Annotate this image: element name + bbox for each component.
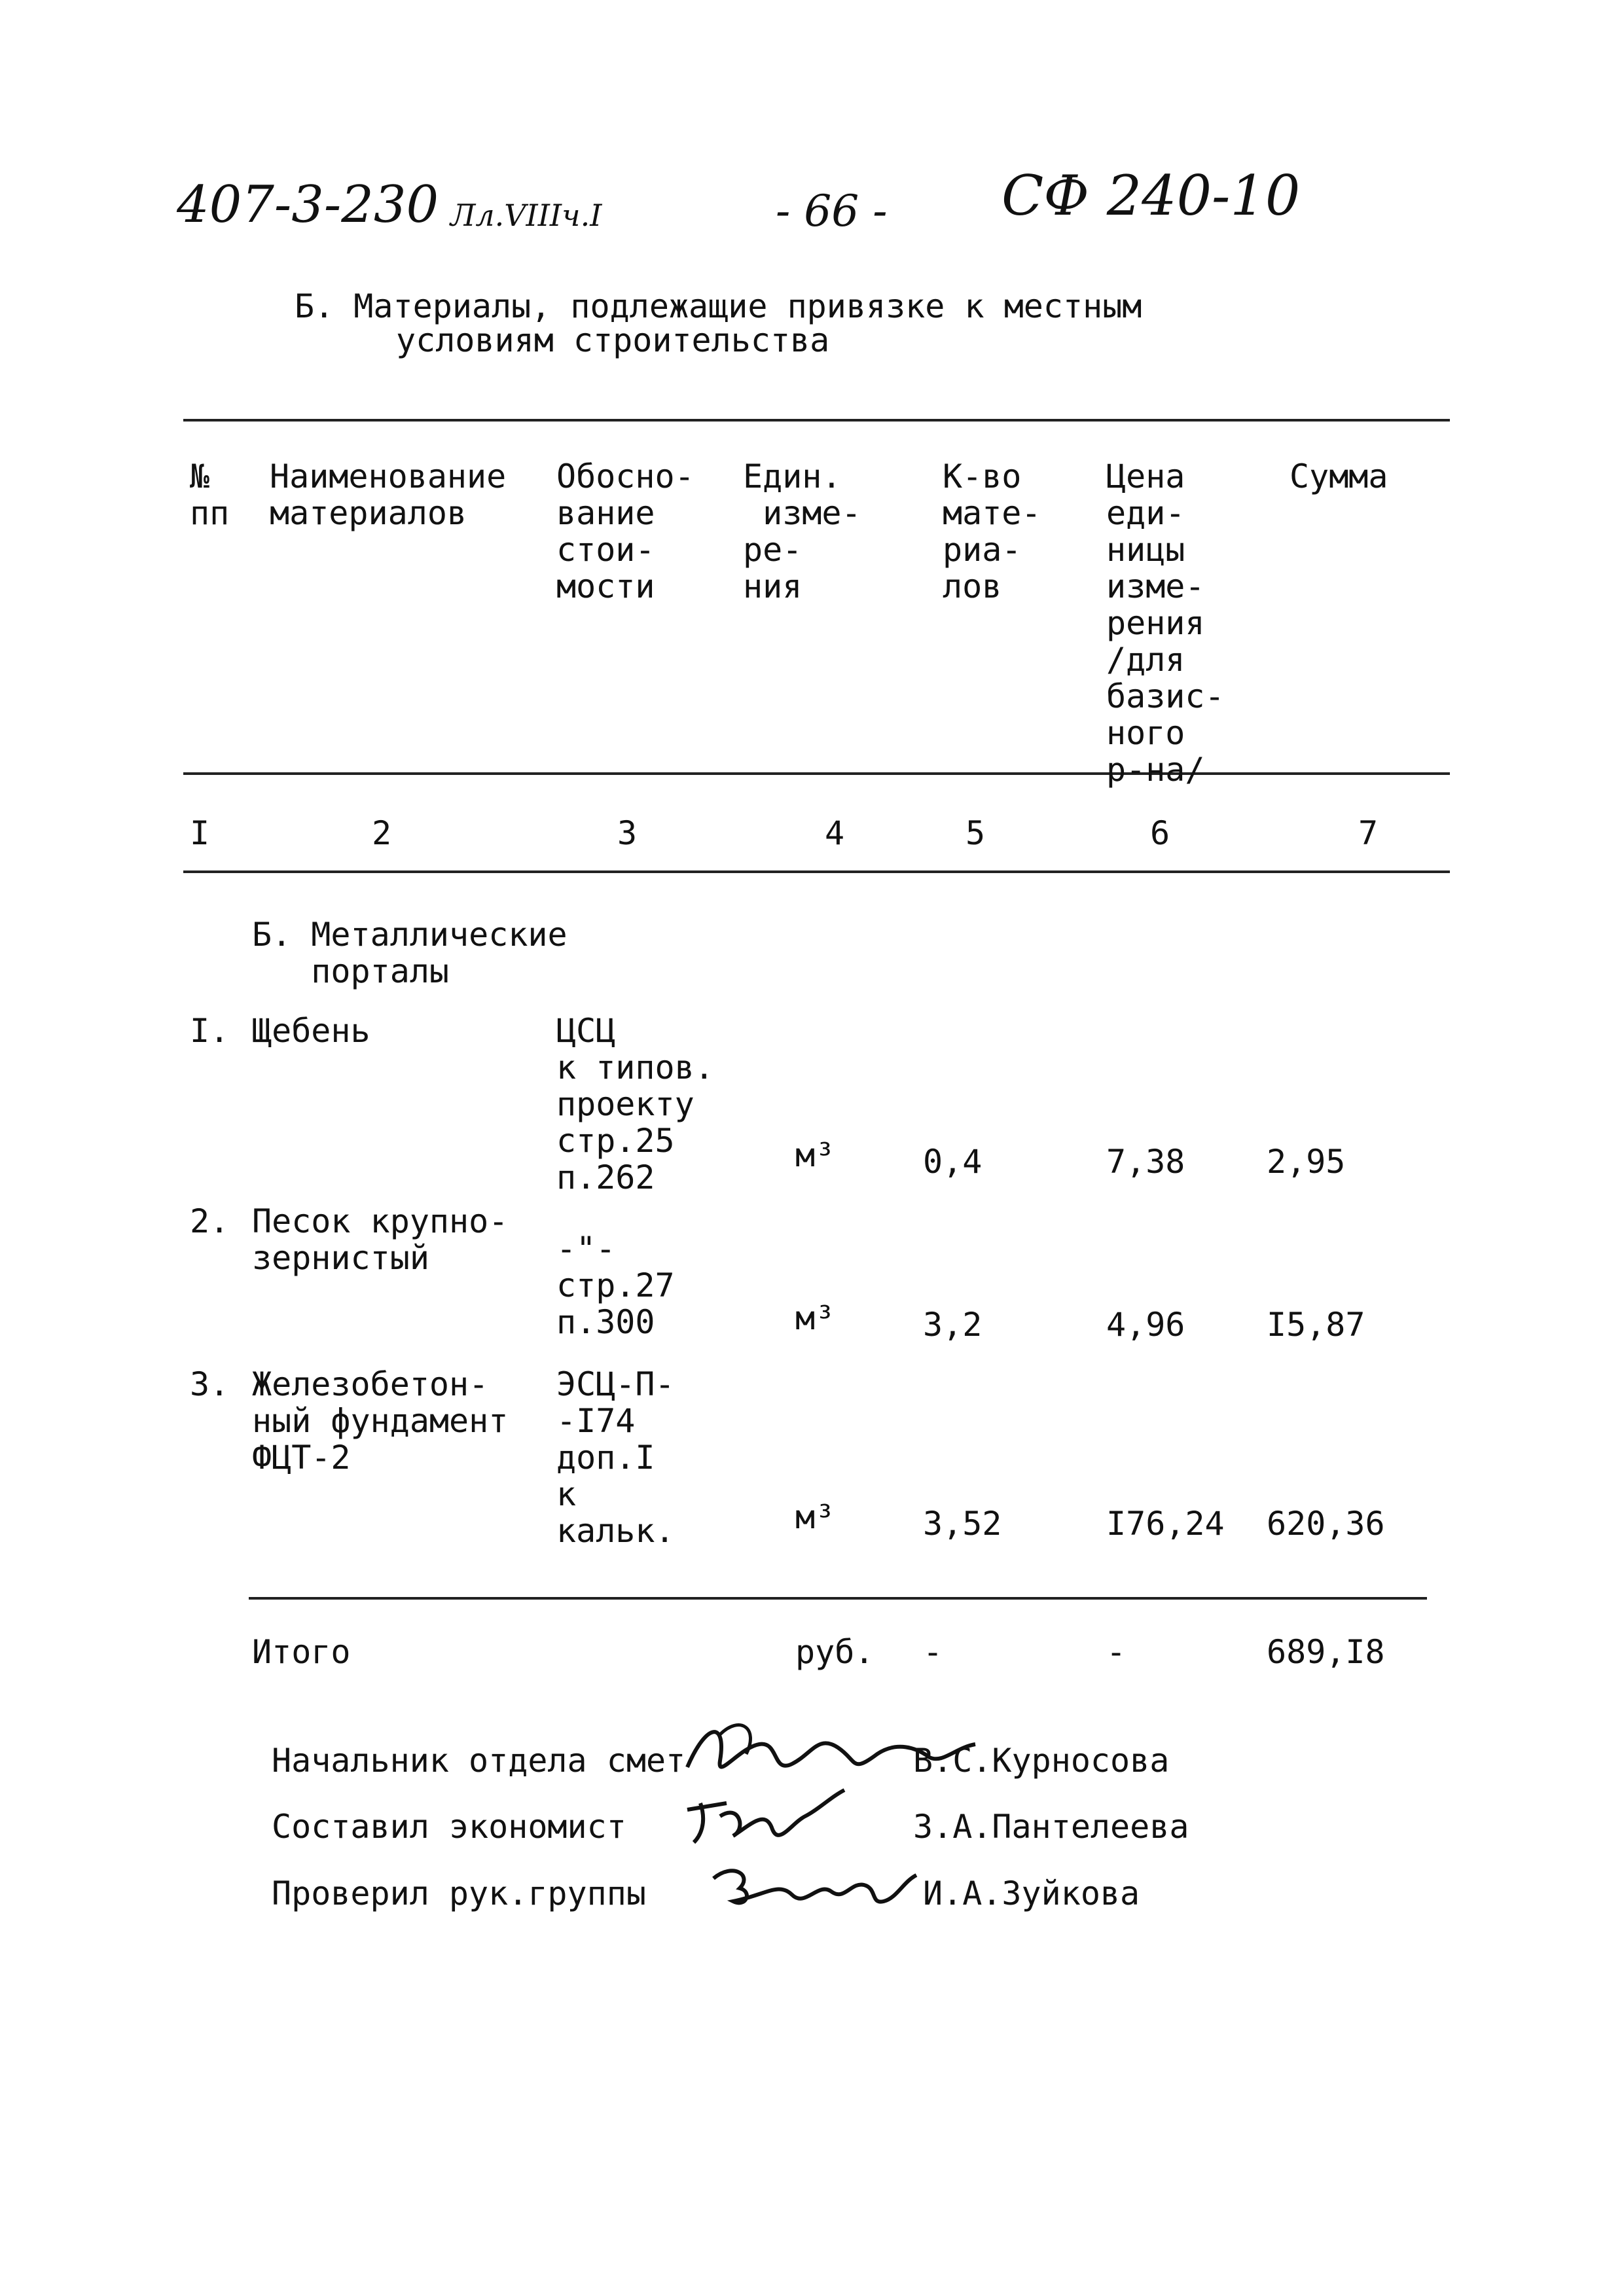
cost-basis: ЭСЦ-П- -I74 доп.I к кальк.	[556, 1365, 675, 1550]
quantity: 0,4	[923, 1143, 983, 1181]
material-name: Песок крупно- зернистый	[252, 1202, 509, 1277]
signature-name: В.С.Курносова	[913, 1742, 1170, 1780]
signature-role: Составил экономист	[272, 1808, 626, 1846]
total-sum: 689,I8	[1267, 1633, 1385, 1671]
header-unit: Един. изме- ре- ния	[743, 457, 861, 605]
page-number: - 66 -	[776, 186, 888, 236]
sum: 620,36	[1267, 1505, 1385, 1543]
header-number: № пп	[190, 457, 230, 532]
signature-name: И.А.Зуйкова	[923, 1874, 1140, 1912]
row-number: 2.	[190, 1202, 230, 1240]
column-number-2: 2	[372, 814, 392, 852]
column-numbers-rule	[183, 870, 1450, 873]
quantity: 3,52	[923, 1505, 1002, 1543]
unit: м³	[795, 1498, 835, 1536]
row-number: 3.	[190, 1365, 230, 1403]
unit: м³	[795, 1299, 835, 1337]
column-number-1: I	[190, 814, 210, 852]
row-number: I.	[190, 1012, 230, 1050]
cost-basis: ЦСЦ к типов. проекту стр.25 п.262	[556, 1012, 714, 1196]
total-quantity: -	[923, 1633, 943, 1671]
column-number-3: 3	[617, 814, 638, 852]
header-material-name: Наименование материалов	[270, 457, 507, 532]
unit: м³	[795, 1136, 835, 1174]
column-number-7: 7	[1358, 814, 1379, 852]
total-price: -	[1106, 1633, 1127, 1671]
unit-price: 7,38	[1106, 1143, 1185, 1181]
section-title-line1: Б. Материалы, подлежащие привязке к местным	[295, 287, 1142, 325]
cost-basis: -"- стр.27 п.300	[556, 1230, 675, 1341]
group-title: Б. Металлические порталы	[252, 916, 568, 990]
unit-price: I76,24	[1106, 1505, 1225, 1543]
header-unit-price: Цена еди- ницы изме- рения /для базис- ного р-на/	[1106, 457, 1225, 789]
header-bottom-rule	[183, 772, 1450, 775]
column-number-4: 4	[825, 814, 845, 852]
quantity: 3,2	[923, 1306, 983, 1344]
table-top-rule	[183, 419, 1450, 422]
section-title-line2: условиям строительства	[396, 321, 830, 359]
signature-role: Начальник отдела смет	[272, 1742, 686, 1780]
sum: 2,95	[1267, 1143, 1346, 1181]
signature-name: З.А.Пантелеева	[913, 1808, 1189, 1846]
total-rule	[249, 1597, 1427, 1600]
total-label: Итого	[252, 1633, 351, 1671]
signature-role: Проверил рук.группы	[272, 1874, 646, 1912]
column-number-5: 5	[965, 814, 986, 852]
sheet-ref: Лл.VIIIч.I	[450, 198, 602, 233]
doc-code: СФ 240-10	[1001, 164, 1301, 228]
sum: I5,87	[1267, 1306, 1365, 1344]
project-code: 407-3-230	[177, 175, 439, 234]
header-quantity: К-во мате- риа- лов	[943, 457, 1041, 605]
handwritten-signature	[681, 1784, 851, 1856]
handwritten-signature	[707, 1856, 923, 1928]
header-cost-basis: Обосно- вание стои- мости	[556, 457, 695, 605]
unit-price: 4,96	[1106, 1306, 1185, 1344]
material-name: Щебень	[252, 1012, 370, 1050]
total-unit: руб.	[795, 1633, 875, 1671]
header-sum: Сумма	[1290, 457, 1388, 495]
material-name: Железобетон- ный фундамент ФЦТ-2	[252, 1365, 509, 1477]
column-number-6: 6	[1150, 814, 1170, 852]
